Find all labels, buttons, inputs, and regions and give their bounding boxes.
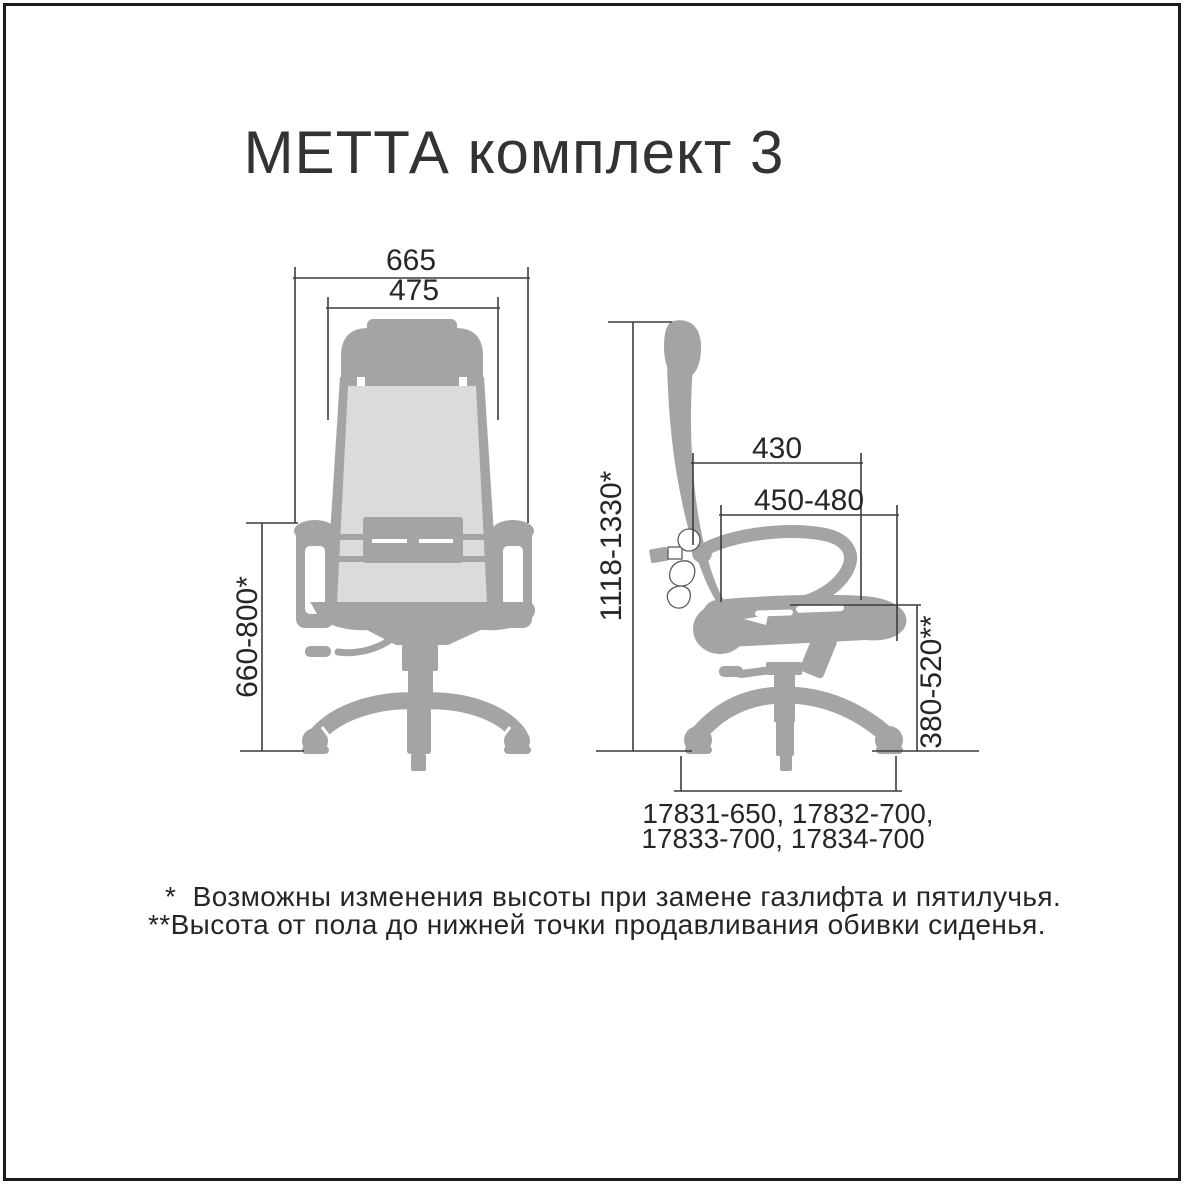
base-models-line2: 17833-700, 17834-700 bbox=[641, 823, 925, 854]
front-right-armrest-pad bbox=[492, 520, 534, 542]
page-title: МЕТТА комплект 3 bbox=[243, 119, 785, 186]
footnote-gas-lift: * Возможны изменения высоты при замене газлифта и пятилучья. bbox=[165, 881, 1062, 912]
side-seat bbox=[703, 595, 907, 646]
front-seat bbox=[310, 602, 535, 630]
footnote-seat-height: **Высота от пола до нижней точки продавливания обивки сиденья. bbox=[148, 909, 1046, 940]
front-armrest-height-label: 660-800* bbox=[231, 576, 264, 698]
front-base-right-arm bbox=[422, 701, 519, 735]
side-overall-height-label: 1118-1330* bbox=[595, 470, 628, 622]
side-armrest bbox=[702, 532, 851, 602]
side-lumbar-knob bbox=[649, 547, 669, 564]
side-seat-height-label: 380-520** bbox=[915, 615, 948, 749]
front-overall-width-label: 665 bbox=[385, 244, 437, 277]
front-left-armrest-pad bbox=[294, 520, 336, 542]
front-gas-column bbox=[402, 641, 438, 671]
front-headrest bbox=[341, 328, 483, 377]
side-headrest bbox=[664, 320, 701, 378]
front-base-left-arm bbox=[317, 701, 418, 735]
side-backrest-depth-label: 430 bbox=[751, 432, 803, 465]
side-center-leg bbox=[776, 700, 794, 756]
front-gas-lever bbox=[338, 640, 390, 653]
side-seat-depth-label: 450-480 bbox=[753, 484, 865, 517]
front-view-chair-drawing bbox=[294, 319, 535, 771]
front-backrest-mesh bbox=[337, 386, 487, 603]
front-backrest-width-label: 475 bbox=[388, 274, 440, 307]
front-center-leg bbox=[407, 694, 431, 754]
side-view-chair-drawing bbox=[649, 320, 907, 771]
base-models-line1: 17831-650, 17832-700, bbox=[642, 798, 934, 829]
